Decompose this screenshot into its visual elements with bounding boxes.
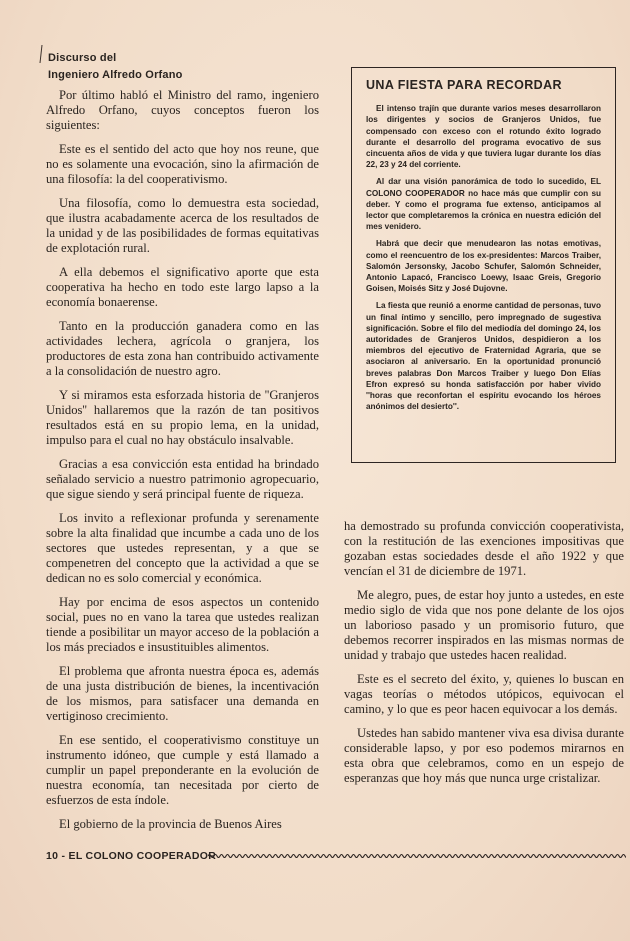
paragraph: Por último habló el Ministro del ramo, ingeniero Alfredo Orfano, cuyos conceptos fueron los siguientes: [46,88,319,132]
paragraph: A ella debemos el significativo aporte que esta cooperativa ha hecho en todo este largo lapso a la economía bonaerense. [46,265,319,309]
heading-line-2: Ingeniero Alfredo Orfano [48,69,183,81]
paragraph: Gracias a esa convicción esta entidad ha brindado señalado servicio a nuestro patrimonio agropecuario, que sigue siendo y será principal fuente de riqueza. [46,457,319,501]
paragraph: ha demostrado su profunda convicción cooperativista, con la restitución de las exenciones impositivas que gozaban estas sociedades desde el año 1922 y que vencían el 31 de diciembre de 1971. [344,519,624,578]
sidebar-box [351,67,616,463]
paragraph: Este es el sentido del acto que hoy nos reune, que no es solamente una evocación, sino la afirmación de una filosofía: la del cooperativismo. [46,142,319,186]
paragraph: En ese sentido, el cooperativismo constituye un instrumento idóneo, que cumple y está llamado a cumplir un papel preponderante en la evolución de nuestra economía, tan necesitada por cierto de esfuerzos de esta índole. [46,733,319,807]
wavy-rule [208,850,626,862]
paragraph: Este es el secreto del éxito, y, quienes lo buscan en vagas teorías o métodos utópicos, equivocan el camino, y lo que es peor hacen equivocar a los demás. [344,672,624,716]
box-title: UNA FIESTA PARA RECORDAR [366,78,562,92]
paragraph: Una filosofía, como lo demuestra esta sociedad, que ilustra acabadamente acerca de los resultados de la unidad y de las posibilidades de formas equitativas de explotación rural. [46,196,319,255]
box-paragraph: El intenso trajín que durante varios meses desarrollaron los dirigentes y socios de Granjeros Unidos, fue compensado con exceso con el rotundo éxito logrado durante el desarrollo del programa evocativo de sus cincuenta años de vida y que tuviera lugar durante los días 22, 23 y 24 del corriente. [366,104,601,170]
box-paragraph: Habrá que decir que menudearon las notas emotivas, como el reencuentro de los ex-presidentes: Marcos Traiber, Salomón Jersonsky, Jacobo Schufer, Salomón Schneider, Antonio Lapacó, Francisco Loewy, Isaac Greis, Gregorio Goisen, Moisés Sitz y José Dujovne. [366,239,601,294]
paragraph: Y si miramos esta esforzada historia de ''Granjeros Unidos'' hallaremos que la razón de tan positivos resultados está en su propio lema, en la unidad, impulso para el cual no hay obstáculo insalvable. [46,388,319,447]
paragraph: Me alegro, pues, de estar hoy junto a ustedes, en este medio siglo de vida que nos pone delante de los ojos un laborioso pasado y un promisorio futuro, que debemos recorrer inspirados en las mismas normas de unidad y trabajo que ustedes hacen realidad. [344,588,624,662]
paragraph: Ustedes han sabido mantener viva esa divisa durante considerable lapso, y por eso podemos mirarnos en esta obra que celebramos, como en un espejo de esperanzas que hoy más que nunca urge cristalizar. [344,726,624,785]
pen-mark [38,44,44,64]
heading-line-1: Discurso del [48,52,117,64]
box-paragraph: Al dar una visión panorámica de todo lo sucedido, EL COLONO COOPERADOR no hace más que cumplir con su deber. Y como el programa fue extenso, anticipamos al lector que completaremos la crónica en nuestra edición del mes venidero. [366,177,601,232]
article-heading [48,50,319,84]
right-column [344,519,624,795]
paragraph: Hay por encima de esos aspectos un contenido social, pues no en vano la tarea que ustedes realizan tiende a posibilitar un mayor acceso de la población a los más preciados e insustituibles alimentos. [46,595,319,654]
box-paragraph: La fiesta que reunió a enorme cantidad de personas, tuvo un final íntimo y sencillo, pero impregnado de sugestiva significación. Sobre el filo del mediodía del domingo 24, los autoridades de Granjeros Unidos, despidieron a los miembros del ejecutivo de Fraternidad Agraria, que se asociaron al aniversario. En la oportunidad pronunció breves palabras Don Marcos Traiber y luego Don Elías Efron expresó su honda satisfacción por haber vivido ''horas que reconfortan el espíritu evocando los héroes anónimos del desierto''. [366,301,601,412]
paragraph: El gobierno de la provincia de Buenos Aires [59,817,282,831]
paragraph: Tanto en la producción ganadera como en las actividades lechera, agrícola o granjera, los productores de esta zona han contribuido activamente a la consolidación de nuestro agro. [46,319,319,378]
left-column [46,50,319,841]
paragraph: Los invito a reflexionar profunda y serenamente sobre la alta finalidad que incumbe a cada uno de los sectores que ustedes representan, y a que se compenetren del concepto que la actividad a que se dedican no es solo comercial y económica. [46,511,319,585]
footer-label: 10 - EL COLONO COOPERADOR [46,850,217,862]
paragraph: El problema que afronta nuestra época es, además de una justa distribución de bienes, la incentivación de los mismos, para satisfacer una demanda en vertiginoso crecimiento. [46,664,319,723]
